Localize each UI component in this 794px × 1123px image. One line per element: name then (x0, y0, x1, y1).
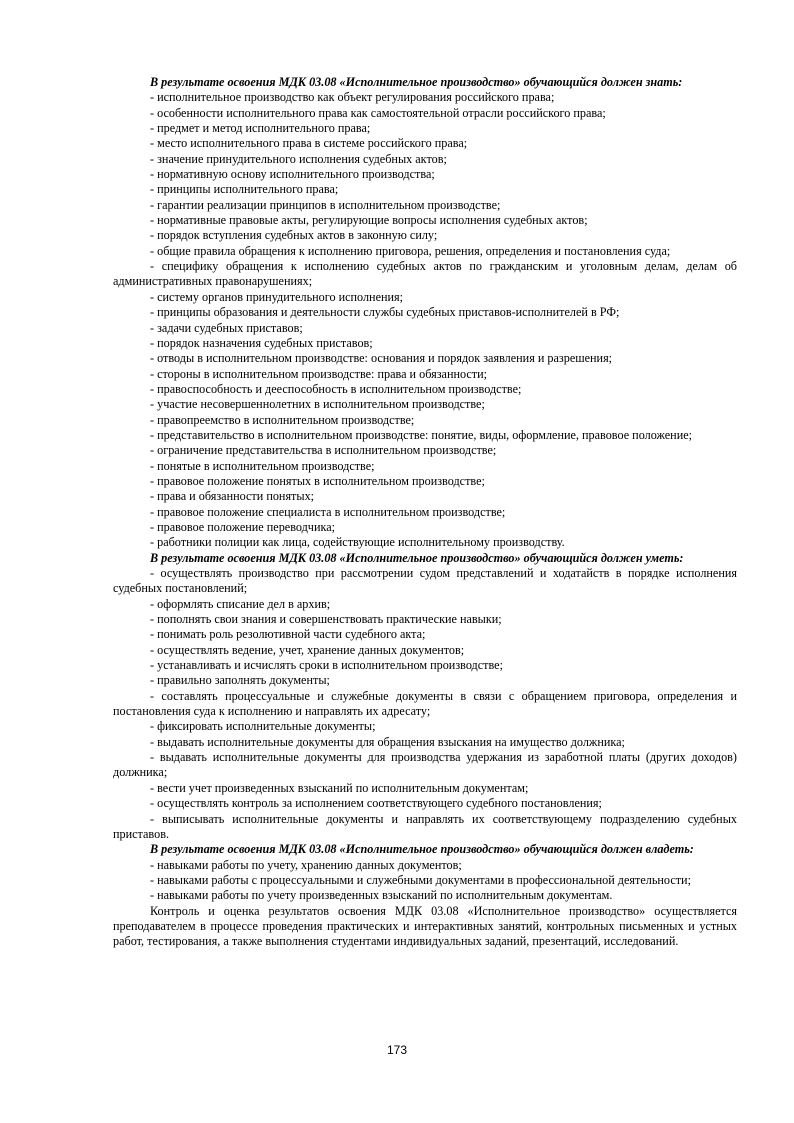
list-item: - выдавать исполнительные документы для производства удержания из заработной платы (других доходов) должника; (113, 750, 737, 780)
list-item: - отводы в исполнительном производстве: основания и порядок заявления и разрешения; (150, 351, 613, 366)
heading-own: В результате освоения МДК 03.08 «Исполнительное производство» обучающийся должен владеть: (150, 842, 694, 857)
list-item: - пополнять свои знания и совершенствовать практические навыки; (150, 612, 502, 627)
list-item: - работники полиции как лица, содействующие исполнительному производству. (150, 535, 565, 550)
list-item: - систему органов принудительного исполнения; (150, 289, 404, 304)
list-item: - навыками работы по учету произведенных взысканий по исполнительным документам. (150, 888, 613, 903)
list-item: - навыками работы по учету, хранению данных документов; (150, 857, 462, 872)
heading-can: В результате освоения МДК 03.08 «Исполнительное производство» обучающийся должен уметь: (150, 550, 684, 565)
list-item: - выписывать исполнительные документы и направлять их соответствующему подразделению судебных приставов. (113, 811, 737, 841)
list-item: - задачи судебных приставов; (150, 320, 303, 335)
list-item: - особенности исполнительного права как самостоятельной отрасли российского права; (150, 105, 606, 120)
list-item: - навыками работы с процессуальными и служебными документами в профессиональной деятельности; (150, 872, 691, 887)
list-item: - участие несовершеннолетних в исполнительном производстве; (150, 397, 485, 412)
list-item: - фиксировать исполнительные документы; (150, 719, 376, 734)
can-list (113, 566, 737, 842)
list-item: - исполнительное производство как объект регулирования российского права; (150, 90, 555, 105)
list-item: - осуществлять ведение, учет, хранение данных документов; (150, 642, 465, 657)
list-item: - оформлять списание дел в архив; (150, 596, 331, 611)
list-item: - составлять процессуальные и служебные документы в связи с обращением приговора, определения и постановления суда к исполнению и направлять их адресату; (113, 688, 737, 719)
list-item: - принципы образования и деятельности службы судебных приставов-исполнителей в РФ; (150, 305, 620, 320)
list-item: - права и обязанности понятых; (150, 489, 315, 504)
document-body (113, 75, 737, 950)
list-item: - правильно заполнять документы; (150, 673, 330, 688)
list-item: - правовое положение специалиста в исполнительном производстве; (150, 504, 506, 519)
list-item: - специфику обращения к исполнению судебных актов по гражданским и уголовным делам, делам об административных правонарушениях; (113, 259, 737, 289)
list-item: - правоспособность и дееспособность в исполнительном производстве; (150, 381, 522, 396)
list-item: - общие правила обращения к исполнению приговора, решения, определения и постановления суда; (150, 243, 671, 258)
list-item: - понимать роль резолютивной части судебного акта; (150, 627, 426, 642)
list-item: - осуществлять производство при рассмотрении судом представлений и ходатайств в порядке исполнения судебных постановлений; (113, 566, 737, 596)
closing-paragraph: Контроль и оценка результатов освоения МДК 03.08 «Исполнительное производство» осуществляется преподавателем в процессе проведения практических и интерактивных занятий, контрольных письменных и устных работ, тестирования, а также выполнения студентами индивидуальных заданий, презентаций, исследований. (113, 903, 737, 949)
list-item: - значение принудительного исполнения судебных актов; (150, 151, 447, 166)
heading-know: В результате освоения МДК 03.08 «Исполнительное производство» обучающийся должен знать: (150, 75, 683, 89)
list-item: - осуществлять контроль за исполнением соответствующего судебного постановления; (150, 796, 602, 811)
know-list (113, 90, 737, 550)
list-item: - правовое положение переводчика; (150, 519, 335, 534)
list-item: - порядок вступления судебных актов в законную силу; (150, 228, 438, 243)
list-item: - стороны в исполнительном производстве: права и обязанности; (150, 366, 488, 381)
list-item: - правовое положение понятых в исполнительном производстве; (150, 473, 485, 488)
list-item: - место исполнительного права в системе российского права; (150, 136, 468, 151)
list-item: - предмет и метод исполнительного права; (150, 121, 371, 136)
list-item: - нормативные правовые акты, регулирующие вопросы исполнения судебных актов; (150, 213, 588, 228)
list-item: - порядок назначения судебных приставов; (150, 335, 373, 350)
list-item: - правопреемство в исполнительном производстве; (150, 412, 415, 427)
list-item: - ограничение представительства в исполнительном производстве; (150, 443, 497, 458)
own-list (113, 858, 737, 904)
list-item: - нормативную основу исполнительного производства; (150, 167, 435, 182)
list-item: - представительство в исполнительном производстве: понятие, виды, оформление, правовое положение; (150, 427, 693, 442)
page-number: 173 (386, 1043, 408, 1057)
list-item: - вести учет произведенных взысканий по исполнительным документам; (150, 780, 529, 795)
list-item: - понятые в исполнительном производстве; (150, 458, 375, 473)
list-item: - принципы исполнительного права; (150, 182, 339, 197)
list-item: - гарантии реализации принципов в исполнительном производстве; (150, 197, 501, 212)
list-item: - выдавать исполнительные документы для обращения взыскания на имущество должника; (150, 734, 625, 749)
list-item: - устанавливать и исчислять сроки в исполнительном производстве; (150, 658, 503, 673)
